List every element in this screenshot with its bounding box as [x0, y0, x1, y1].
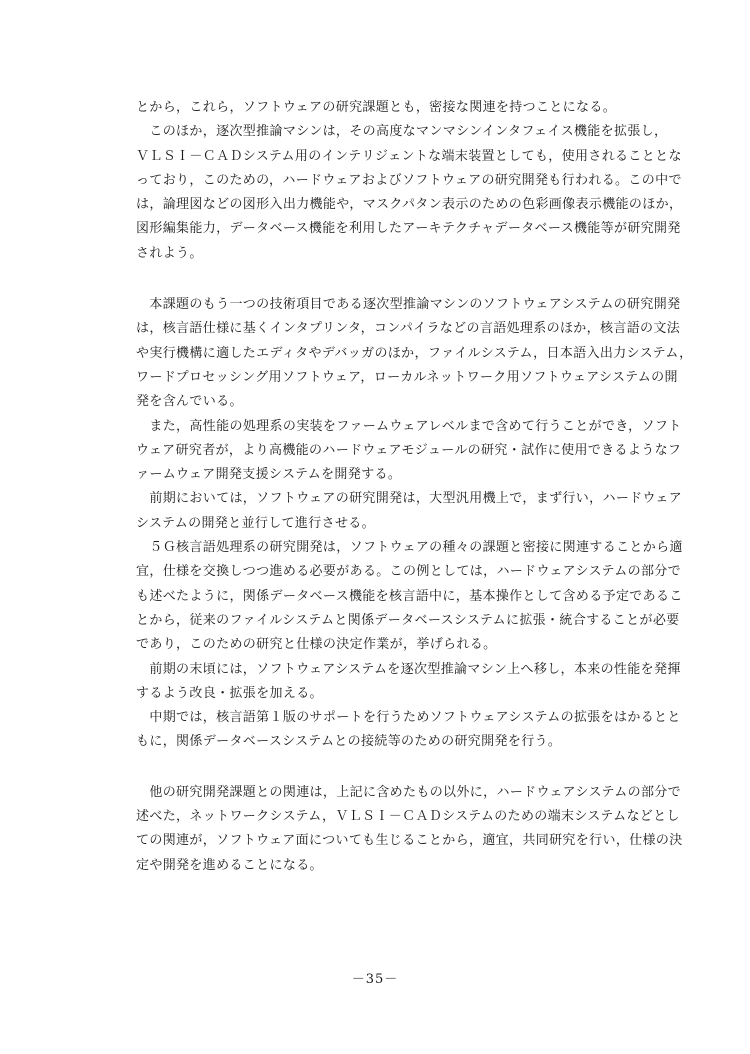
text-line: 定や開発を進めることになる。 — [136, 857, 323, 873]
text-line: また，高性能の処理系の実装をファームウェアレベルまで含めて行うことができ，ソフト — [136, 418, 682, 434]
text-line: ての関連が，ソフトウェア面についても生じることから，適宜，共同研究を行い，仕様の決 — [136, 833, 683, 849]
text-line: 本課題のもう一つの技術項目である逐次型推論マシンのソフトウェアシステムの研究開発 — [136, 297, 681, 313]
text-line: ＶＬＳＩ－ＣＡＤシステム用のインテリジェントな端末装置としても，使用されることとな — [136, 148, 682, 164]
text-line: 図形編集能力，データベース機能を利用したアーキテクチャデータベース機能等が研究開発 — [136, 221, 681, 237]
text-line: ５Ｇ核言語処理系の研究開発は，ソフトウェアの種々の課題と密接に関連することから適 — [136, 540, 683, 556]
text-line: 前期の末頃には，ソフトウェアシステムを逐次型推論マシン上へ移し，本来の性能を発揮 — [136, 661, 681, 677]
text-line: も述べたように，関係データベース機能を核言語中に，基本操作として含める予定であるこ — [136, 588, 683, 604]
text-block-2 — [136, 293, 700, 755]
text-line: とから，従来のファイルシステムと関係データベースシステムに拡張・統合することが必要 — [136, 612, 680, 628]
text-line: 宜，仕様を交換しつつ進める必要がある。この例としては，ハードウェアシステムの部分で — [136, 564, 682, 580]
text-line: ァームウェア開発支援システムを開発する。 — [136, 467, 402, 483]
text-line: っており，このための，ハードウェアおよびソフトウェアの研究開発も行われる。この中で — [136, 172, 682, 188]
text-line: 述べた，ネットワークシステム，ＶＬＳＩ－ＣＡＤシステムのための端末システムなどとし — [136, 809, 680, 825]
text-line: もに，関係データベースシステムとの接続等のための研究開発を行う。 — [136, 734, 562, 750]
text-line: システムの開発と並行して進行させる。 — [136, 515, 376, 531]
text-line: するよう改良・拡張を加える。 — [136, 685, 323, 701]
text-line: は，論理図などの図形入出力機能や，マスクパタン表示のための色彩画像表示機能のほか， — [136, 197, 683, 213]
text-block-1 — [136, 96, 700, 266]
page-number: －35－ — [351, 972, 399, 987]
text-line: されよう。 — [136, 245, 203, 261]
text-line: 中期では，核言語第１版のサポートを行うためソフトウェアシステムの拡張をはかるとと — [136, 710, 681, 726]
text-block-3 — [136, 781, 700, 878]
text-line: であり，このための研究と仕様の決定作業が，挙げられる。 — [136, 637, 497, 653]
text-line: 前期においては，ソフトウェアの研究開発は，大型汎用機上で，まず行い，ハードウェア — [136, 491, 683, 507]
text-line: 他の研究開発課題との関連は，上記に含めたもの以外に，ハードウェアシステムの部分で — [136, 784, 682, 800]
text-line: とから，これら，ソフトウェアの研究課題とも，密接な関連を持つことになる。 — [136, 100, 617, 115]
text-line: ワードプロセッシング用ソフトウェア，ローカルネットワーク用ソフトウェアシステムの開 — [136, 369, 678, 385]
text-line: は，核言語仕様に基くインタプリンタ，コンパイラなどの言語処理系のほか，核言語の文法 — [136, 321, 681, 337]
text-line: や実行機構に適したエディタやデバッガのほか，ファイルシステム，日本語入出力システム， — [136, 345, 693, 361]
text-line: 発を含んでいる。 — [136, 394, 243, 410]
text-line: ウェア研究者が，より高機能のハードウェアモジュールの研究・試作に使用できるようなフ — [136, 442, 682, 458]
text-line: このほか，逐次型推論マシンは，その高度なマンマシンインタフェイス機能を拡張し， — [136, 124, 668, 140]
